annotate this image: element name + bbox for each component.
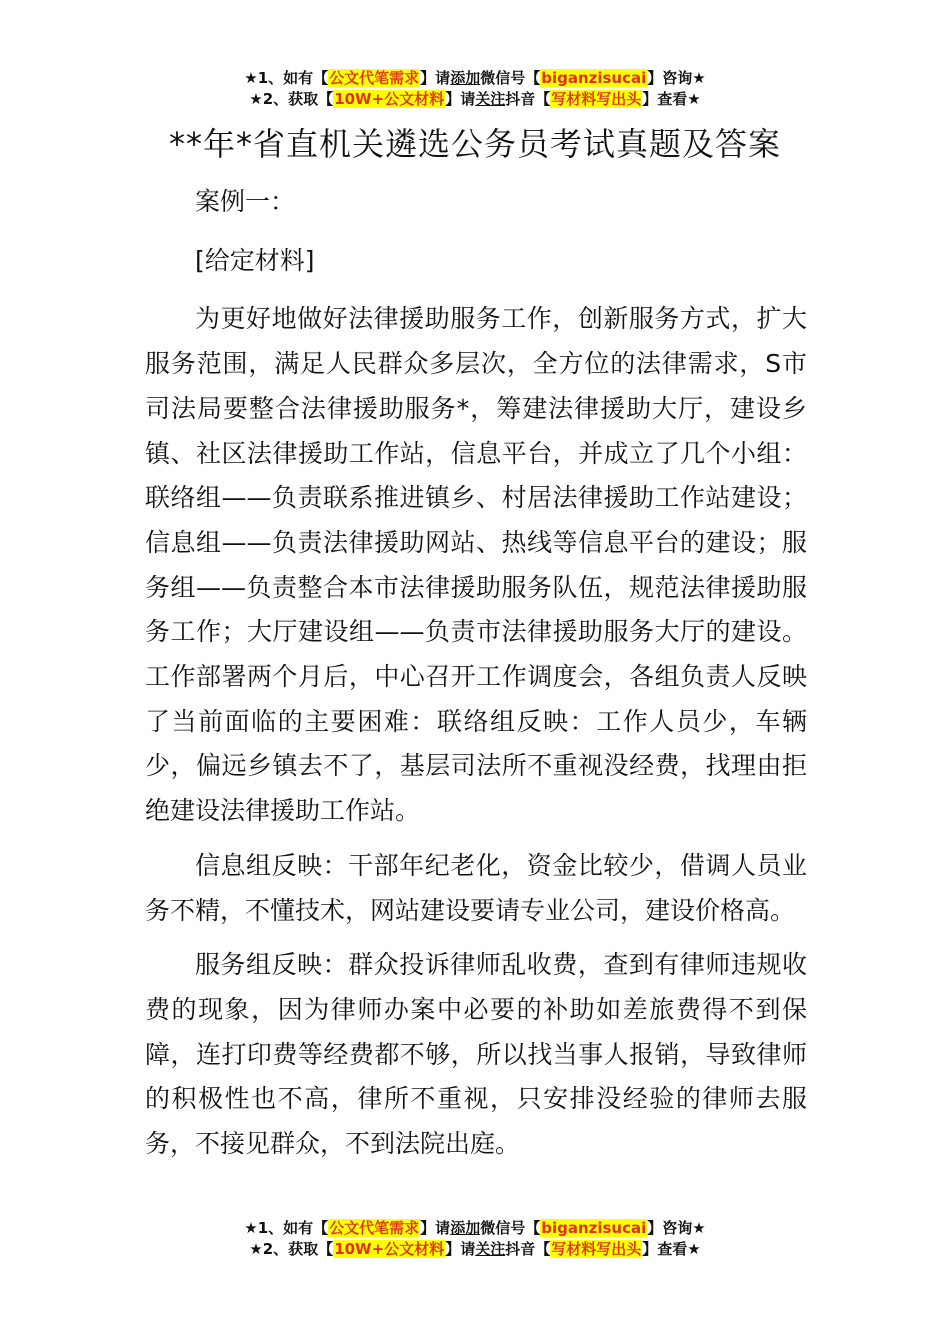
document-title: **年*省直机关遴选公务员考试真题及答案: [168, 125, 781, 163]
banner-text: 微信号【: [480, 1219, 541, 1237]
header-banner-line-2: [0, 89, 950, 110]
banner-emphasis: 添加: [450, 1219, 481, 1237]
banner-highlight: 10W+公文材料: [334, 1240, 445, 1258]
banner-emphasis: 添加: [450, 69, 481, 87]
banner-highlight: biganzisucai: [541, 1219, 647, 1237]
document-body: [145, 180, 807, 1177]
footer-banner-line-1: [0, 1218, 950, 1239]
banner-text: 抖音【: [505, 90, 551, 108]
banner-highlight: 公文代笔需求: [329, 69, 420, 87]
banner-text: ★2、获取【: [249, 1240, 334, 1258]
case-heading: 案例一：: [195, 187, 296, 216]
banner-text: 抖音【: [505, 1240, 551, 1258]
banner-highlight: 公文代笔需求: [329, 1219, 420, 1237]
header-banner-line-1: [0, 68, 950, 89]
body-paragraph: 信息组反映：干部年纪老化，资金比较少，借调人员业务不精，不懂技术，网站建设要请专业公司，建设价格高。: [145, 850, 807, 925]
banner-text: ★1、如有【: [244, 69, 329, 87]
banner-highlight: 10W+公文材料: [334, 90, 445, 108]
banner-text: 】查看★: [642, 1240, 701, 1258]
banner-text: ★2、获取【: [249, 90, 334, 108]
banner-text: 】咨询★: [647, 69, 706, 87]
banner-highlight: 写材料写出头: [551, 90, 642, 108]
banner-text: ★1、如有【: [244, 1219, 329, 1237]
banner-text: 】请: [445, 1240, 476, 1258]
banner-text: 】查看★: [642, 90, 701, 108]
banner-highlight: 写材料写出头: [551, 1240, 642, 1258]
body-paragraph: 为更好地做好法律援助服务工作，创新服务方式，扩大服务范围，满足人民群众多层次，全方位的法律需求，S市司法局要整合法律援助服务*，筹建法律援助大厅，建设乡镇、社区法律援助工作站，信息平台，并成立了几个小组：联络组——负责联系推进镇乡、村居法律援助工作站建设；信息组——负责法律援助网站、热线等信息平台的建设；服务组——负责整合本市法律援助服务队伍，规范法律援助服务工作；大厅建设组——负责市法律援助服务大厅的建设。工作部署两个月后，中心召开工作调度会，各组负责人反映了当前面临的主要困难：联络组反映：工作人员少，车辆少，偏远乡镇去不了，基层司法所不重视没经费，找理由拒绝建设法律援助工作站。: [145, 304, 807, 826]
banner-emphasis: 关注: [475, 1240, 506, 1258]
footer-banner-line-2: [0, 1239, 950, 1260]
banner-text: 】咨询★: [647, 1219, 706, 1237]
banner-text: 】请: [420, 69, 451, 87]
banner-highlight: biganzisucai: [541, 69, 647, 87]
banner-text: 微信号【: [480, 69, 541, 87]
body-paragraph: 服务组反映：群众投诉律师乱收费，查到有律师违规收费的现象，因为律师办案中必要的补助如差旅费得不到保障，连打印费等经费都不够，所以找当事人报销，导致律师的积极性也不高，律所不重视，只安排没经验的律师去服务，不接见群众，不到法院出庭。: [145, 950, 807, 1159]
banner-text: 】请: [445, 90, 476, 108]
banner-text: 】请: [420, 1219, 451, 1237]
header-banner: [0, 68, 950, 110]
section-heading: [给定材料]: [195, 245, 315, 275]
banner-emphasis: 关注: [475, 90, 506, 108]
footer-banner: [0, 1218, 950, 1260]
